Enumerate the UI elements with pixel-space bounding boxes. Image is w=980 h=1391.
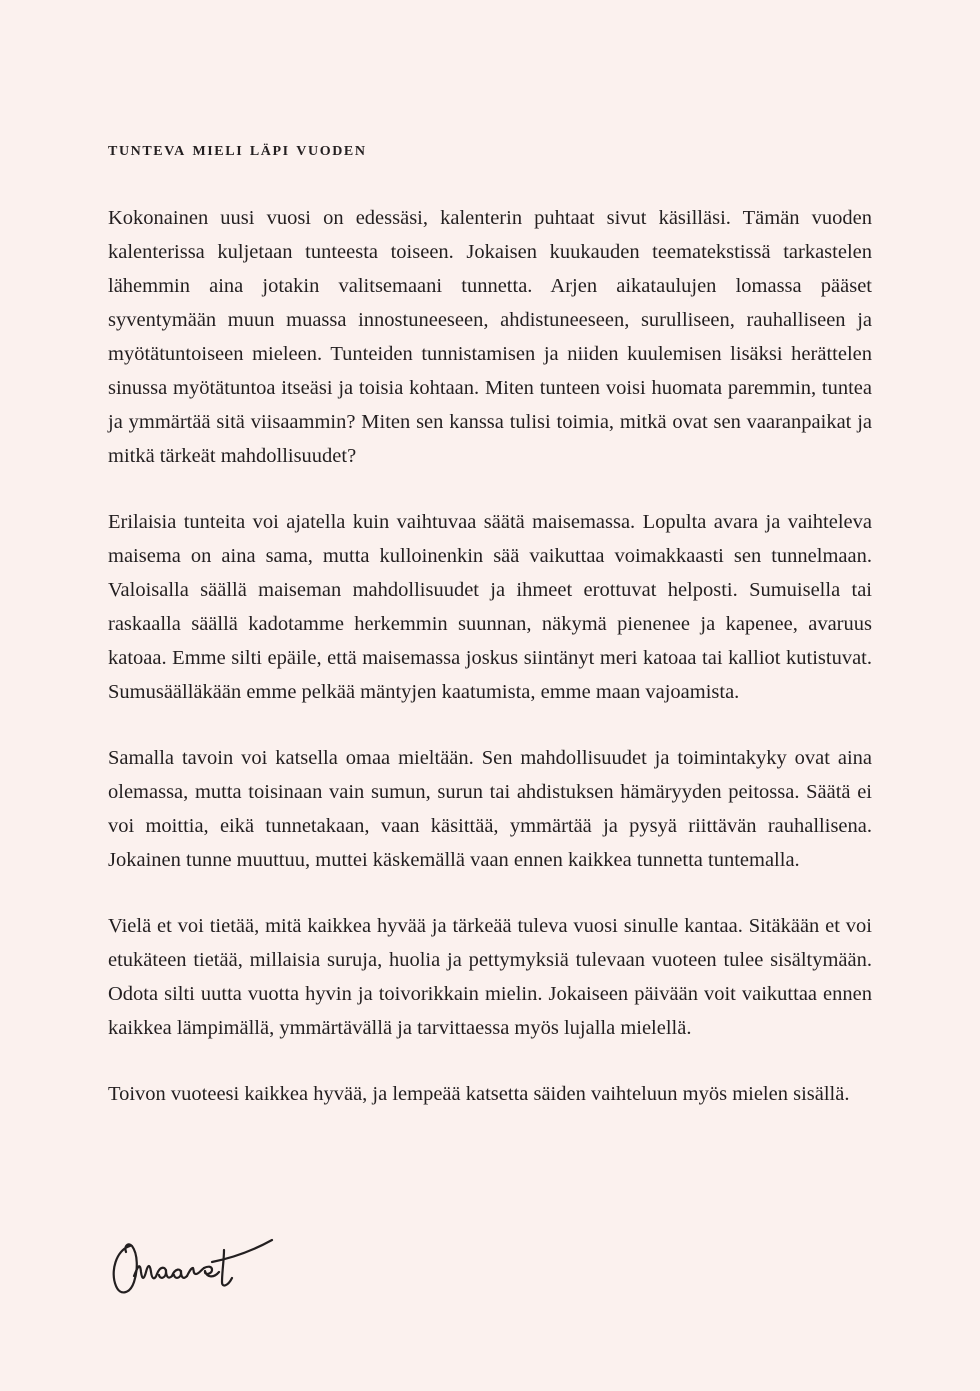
paragraph-3: Samalla tavoin voi katsella omaa mieltään. Sen mahdollisuudet ja toimintakyky ovat aina olemassa, mutta toisinaan vain sumun, surun tai ahdistuksen hämäryyden peitossa. Säätä ei voi moittia, eikä tunnetakaan, vaan käsittää, ymmärtää ja pysyä riittävän rauhallisena. Jokainen tunne muuttuu, muttei käskemällä vaan ennen kaikkea tunnetta tuntemalla. — [108, 747, 872, 871]
paragraph-2: Erilaisia tunteita voi ajatella kuin vaihtuvaa säätä maisemassa. Lopulta avara ja vaihteleva maisema on aina sama, mutta kulloinenkin sää vaikuttaa voimakkaasti sen tunnelmaan. Valoisalla säällä maiseman mahdollisuudet ja ihmeet erottuvat helposti. Sumuisella tai raskaalla säällä kadotamme herkemmin suunnan, näkymä pienenee ja kapenee, avaruus katoaa. Emme silti epäile, että maisemassa joskus siintänyt meri katoaa tai kalliot kutistuvat. Sumusäälläkään emme pelkää mäntyjen kaatumista, emme maan vajoamista. — [108, 511, 872, 703]
letter-body — [108, 201, 872, 1143]
letter-title: tunteva mieli läpi vuoden — [108, 138, 367, 160]
paragraph-4: Vielä et voi tietää, mitä kaikkea hyvää ja tärkeää tuleva vuosi sinulle kantaa. Sitäkään et voi etukäteen tietää, millaisia suruja, huolia ja pettymyksiä tulevaan vuoteen tulee sisältymään. Odota silti uutta vuotta hyvin ja toivorikkain mielin. Jokaiseen päivään voit vaikuttaa ennen kaikkea lämpimällä, ymmärtävällä ja tarvittaessa myös lujalla mielellä. — [108, 915, 872, 1039]
paragraph-5: Toivon vuoteesi kaikkea hyvää, ja lempeää katsetta säiden vaihteluun myös mielen sisällä. — [108, 1083, 850, 1105]
paragraph-1: Kokonainen uusi vuosi on edessäsi, kalenterin puhtaat sivut käsilläsi. Tämän vuoden kalenterissa kuljetaan tunteesta toiseen. Jokaisen kuukauden teematekstissä tarkastelen lähemmin aina jotakin valitsemaani tunnetta. Arjen aikataulujen lomassa pääset syventymään muun muassa innostuneeseen, ahdistuneeseen, surulliseen, rauhalliseen ja myötätuntoiseen mieleen. Tunteiden tunnistamisen ja niiden kuulemisen lisäksi herättelen sinussa myötätuntoa itseäsi ja toisia kohtaan. Miten tunteen voisi huomata paremmin, tuntea ja ymmärtää sitä viisaammin? Miten sen kanssa tulisi toimia, mitkä ovat sen vaaranpaikat ja mitkä tärkeät mahdollisuudet? — [108, 207, 872, 467]
handwritten-signature — [108, 1232, 278, 1302]
letter-page — [108, 0, 872, 1391]
